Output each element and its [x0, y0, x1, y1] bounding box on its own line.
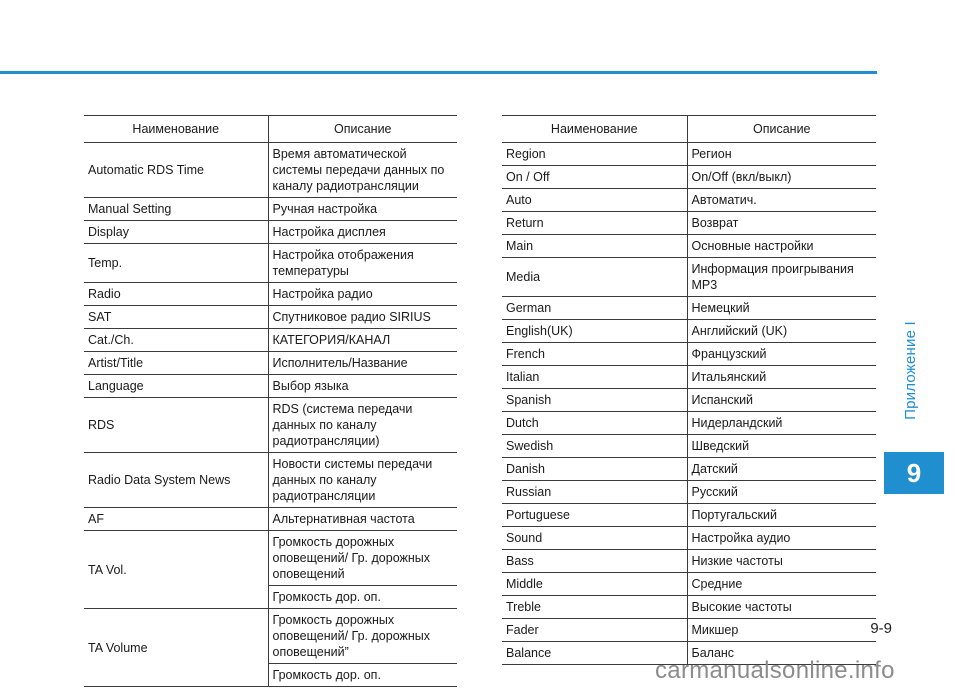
- table-row: [502, 619, 876, 642]
- table-row: [502, 258, 876, 297]
- term-cell: Language: [84, 375, 268, 398]
- table-row: [502, 550, 876, 573]
- term-cell: Bass: [502, 550, 687, 573]
- description-cell: Французский: [687, 343, 876, 366]
- table-row: [502, 343, 876, 366]
- watermark: carmanualsonline.info: [655, 657, 895, 684]
- description-cell: Португальский: [687, 504, 876, 527]
- term-cell: Spanish: [502, 389, 687, 412]
- table-header-row: [84, 116, 457, 143]
- term-cell: AF: [84, 508, 268, 531]
- description-cell: Спутниковое радио SIRIUS: [268, 306, 457, 329]
- term-cell: Sound: [502, 527, 687, 550]
- description-cell: Громкость дор. оп.: [268, 664, 457, 687]
- table-row: [502, 212, 876, 235]
- table-row: [502, 297, 876, 320]
- description-cell: Информация проигрывания MP3: [687, 258, 876, 297]
- table-row: [502, 504, 876, 527]
- description-cell: Датский: [687, 458, 876, 481]
- description-cell: Настройка дисплея: [268, 221, 457, 244]
- table-row: [84, 283, 457, 306]
- table-row: [502, 166, 876, 189]
- description-cell: Русский: [687, 481, 876, 504]
- right-glossary-table: [502, 115, 876, 665]
- table-row: [84, 143, 457, 198]
- description-cell: Основные настройки: [687, 235, 876, 258]
- description-cell: Немецкий: [687, 297, 876, 320]
- table-row: [84, 221, 457, 244]
- term-cell: Russian: [502, 481, 687, 504]
- description-cell: Новости системы передачи данных по каналу радиотрансляции: [268, 453, 457, 508]
- table-row: [84, 453, 457, 508]
- term-cell: Portuguese: [502, 504, 687, 527]
- term-cell: Region: [502, 143, 687, 166]
- table-row: [502, 527, 876, 550]
- term-cell: Treble: [502, 596, 687, 619]
- term-cell: Balance: [502, 642, 687, 665]
- term-cell: SAT: [84, 306, 268, 329]
- description-cell: Высокие частоты: [687, 596, 876, 619]
- table-row: [84, 508, 457, 531]
- term-cell: Swedish: [502, 435, 687, 458]
- description-cell: Исполнитель/Название: [268, 352, 457, 375]
- table-row: [502, 481, 876, 504]
- term-cell: Middle: [502, 573, 687, 596]
- table-row: [502, 143, 876, 166]
- term-cell: Danish: [502, 458, 687, 481]
- table-row: [84, 198, 457, 221]
- term-cell: Cat./Ch.: [84, 329, 268, 352]
- header-rule: [0, 71, 877, 74]
- description-cell: Громкость дорожных оповещений/ Гр. дорожных оповещений: [268, 531, 457, 586]
- table-row: [502, 412, 876, 435]
- description-cell: Возврат: [687, 212, 876, 235]
- description-cell: Настройка радио: [268, 283, 457, 306]
- table-row: [502, 596, 876, 619]
- table-row: [84, 375, 457, 398]
- description-cell: КАТЕГОРИЯ/КАНАЛ: [268, 329, 457, 352]
- table-row: [84, 329, 457, 352]
- term-cell: Manual Setting: [84, 198, 268, 221]
- term-cell: Return: [502, 212, 687, 235]
- description-cell: Средние: [687, 573, 876, 596]
- chapter-tab: 9: [884, 452, 944, 494]
- table-row: [84, 244, 457, 283]
- term-cell: Radio: [84, 283, 268, 306]
- term-cell: Display: [84, 221, 268, 244]
- term-cell: Radio Data System News: [84, 453, 268, 508]
- table-row: [84, 352, 457, 375]
- description-cell: Низкие частоты: [687, 550, 876, 573]
- term-cell: Temp.: [84, 244, 268, 283]
- description-cell: Альтернативная частота: [268, 508, 457, 531]
- description-cell: Выбор языка: [268, 375, 457, 398]
- term-cell: TA Vol.: [84, 531, 268, 609]
- table-row: [502, 189, 876, 212]
- description-cell: On/Off (вкл/выкл): [687, 166, 876, 189]
- description-cell: Итальянский: [687, 366, 876, 389]
- column-header-name: Наименование: [84, 116, 268, 143]
- table-row: [502, 235, 876, 258]
- term-cell: Fader: [502, 619, 687, 642]
- page-number: 9-9: [870, 620, 892, 637]
- term-cell: Automatic RDS Time: [84, 143, 268, 198]
- term-cell: Artist/Title: [84, 352, 268, 375]
- table-row: [84, 306, 457, 329]
- description-cell: Ручная настройка: [268, 198, 457, 221]
- description-cell: RDS (система передачи данных по каналу радиотрансляции): [268, 398, 457, 453]
- table-row: [502, 389, 876, 412]
- description-cell: Время автоматической системы передачи данных по каналу радиотрансляции: [268, 143, 457, 198]
- column-header-description: Описание: [687, 116, 876, 143]
- table-row: [502, 366, 876, 389]
- left-glossary-table: [84, 115, 457, 687]
- table-header-row: [502, 116, 876, 143]
- table-row: [84, 609, 457, 664]
- description-cell: Английский (UK): [687, 320, 876, 343]
- table-row: [502, 458, 876, 481]
- description-cell: Громкость дор. оп.: [268, 586, 457, 609]
- term-cell: Media: [502, 258, 687, 297]
- table-row: [502, 320, 876, 343]
- table-row: [502, 573, 876, 596]
- table-row: [84, 398, 457, 453]
- description-cell: Испанский: [687, 389, 876, 412]
- table-row: [84, 531, 457, 586]
- description-cell: Шведский: [687, 435, 876, 458]
- term-cell: Auto: [502, 189, 687, 212]
- term-cell: RDS: [84, 398, 268, 453]
- term-cell: Dutch: [502, 412, 687, 435]
- description-cell: Нидерландский: [687, 412, 876, 435]
- description-cell: Громкость дорожных оповещений/ Гр. дорожных оповещений”: [268, 609, 457, 664]
- column-header-description: Описание: [268, 116, 457, 143]
- description-cell: Автоматич.: [687, 189, 876, 212]
- description-cell: Микшер: [687, 619, 876, 642]
- description-cell: Регион: [687, 143, 876, 166]
- term-cell: French: [502, 343, 687, 366]
- term-cell: TA Volume: [84, 609, 268, 687]
- description-cell: Баланс: [687, 642, 876, 665]
- column-header-name: Наименование: [502, 116, 687, 143]
- side-section-title-text: Приложение I: [901, 320, 919, 420]
- description-cell: Настройка отображения температуры: [268, 244, 457, 283]
- term-cell: Italian: [502, 366, 687, 389]
- side-section-title: [892, 290, 928, 450]
- term-cell: Main: [502, 235, 687, 258]
- table-row: [502, 435, 876, 458]
- term-cell: On / Off: [502, 166, 687, 189]
- term-cell: English(UK): [502, 320, 687, 343]
- term-cell: German: [502, 297, 687, 320]
- description-cell: Настройка аудио: [687, 527, 876, 550]
